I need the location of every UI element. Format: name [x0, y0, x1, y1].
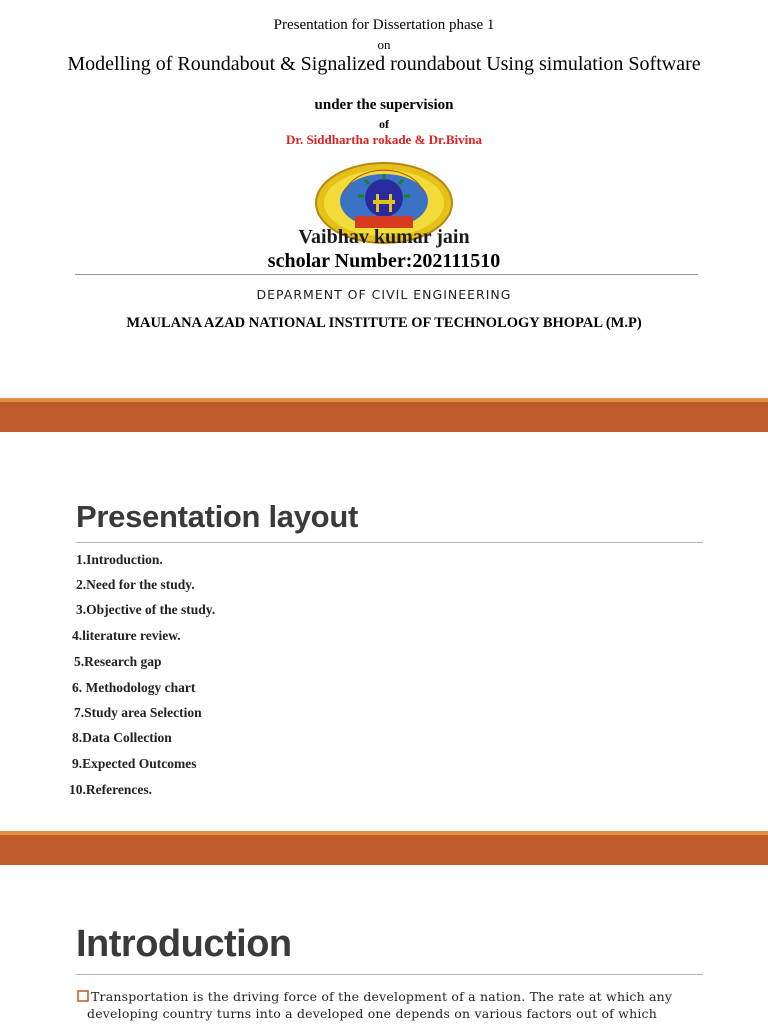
- slide-title: Introduction: [76, 923, 292, 965]
- thesis-title: Modelling of Roundabout & Signalized roundabout Using simulation Software: [67, 53, 701, 75]
- separator-band: [0, 835, 768, 865]
- department: DEPARMENT OF CIVIL ENGINEERING: [256, 287, 512, 302]
- toc-item: 8.Data Collection: [72, 730, 172, 745]
- toc-item: 2.Need for the study.: [76, 577, 195, 592]
- toc-item: 3.Objective of the study.: [76, 602, 216, 617]
- toc-item: 4.literature review.: [72, 628, 181, 643]
- toc-item: 1.Introduction.: [76, 552, 163, 567]
- title-underline: [76, 974, 703, 975]
- toc-item: 6. Methodology chart: [72, 680, 196, 695]
- supervision-line: under the supervision: [314, 97, 454, 113]
- dissertation-phase-line: Presentation for Dissertation phase 1: [273, 17, 495, 33]
- supervisor-names: Dr. Siddhartha rokade & Dr.Bivina: [285, 132, 482, 147]
- toc-item: 9.Expected Outcomes: [72, 756, 197, 771]
- toc-item: 10.References.: [69, 782, 152, 797]
- separator-band: [0, 402, 768, 432]
- author-name: Vaibhav kumar jain: [298, 226, 470, 248]
- toc-item: 5.Research gap: [74, 654, 162, 669]
- institute: MAULANA AZAD NATIONAL INSTITUTE OF TECHNOLOGY BHOPAL (M.P): [126, 315, 642, 331]
- of-line: of: [379, 117, 389, 131]
- title-underline: [76, 542, 703, 543]
- square-bullet-icon: [77, 990, 89, 1002]
- toc-item: 7.Study area Selection: [74, 705, 202, 720]
- divider: [75, 274, 698, 275]
- on-line: on: [377, 37, 391, 52]
- slide-title: Presentation layout: [76, 499, 358, 534]
- intro-text-line: developing country turns into a developed one depends on various factors out of which: [87, 1006, 657, 1021]
- intro-text-line: Transportation is the driving force of the development of a nation. The rate at which any: [91, 989, 673, 1004]
- scholar-number: scholar Number:202111510: [267, 250, 501, 272]
